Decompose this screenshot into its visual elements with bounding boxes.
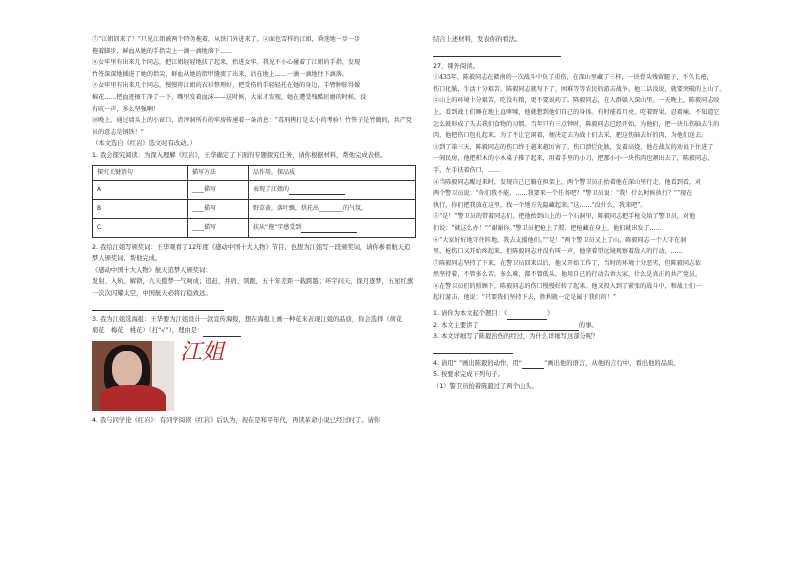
reading-para-7: ⑦陈毅同志坚持了下来，在警卫员回来以后，他又开始工作了，当时的环境十分恶劣，但陈毅同志依 然坚持着，不管多么苦，多么难，都不曾低头，他用自己的行动告诉大家，什么是真正的共产党员。	[433, 259, 702, 279]
table-cell-key: A	[93, 180, 188, 199]
table-cell-effect[interactable]: 表现了江姐的	[249, 180, 416, 199]
question-4-continued: 结合上述材料，发表你的看法。	[433, 36, 522, 43]
passage-para-7: ⑦“江姐回来了！”只见江姐被两个特务拖着，从铁门外进来了。②面色雪样的江姐，昏迷地一步一步 拖着脚步，鲜血从她的手指尖上一滴一滴地落下……	[92, 36, 361, 55]
jiangjie-photo	[92, 341, 174, 411]
poster-image	[92, 341, 414, 411]
left-column	[92, 34, 414, 426]
reading-para-4: ④当陈毅同志醒过来时，发现自己已躺在担架上，两个警卫员正抬着他在深山里行走。他看到看，对 两个警卫员说：“你们我不能，……我要来一个任务吧？”警卫员说：“我！什么时候执行？”“现在 执行，你们把我放在这里，找一个地方先隐藏起来。”这……“没什么，我来吧”。	[433, 178, 702, 209]
reading-question-3: 3. 本文详细写了陈毅治伤的经过，为什么详细写这部分呢？	[433, 333, 599, 341]
summary-blank[interactable]	[479, 322, 579, 331]
award-quote: 发射、入轨、解锁，九天揽梦一气呵成；追赶、并肩、领跑，五十年差距一载跨越；环宇问天，探月逐梦，五星红旗一次次闪耀太空，中国航天必将行稳致远。	[92, 278, 414, 297]
right-column	[433, 34, 755, 393]
table-cell-method[interactable]: ____描写	[188, 199, 249, 218]
table-row	[93, 218, 416, 237]
answer-line[interactable]	[92, 300, 224, 311]
table-header-cell: 描写方法	[188, 165, 249, 180]
table-header-cell: 品作用，探品质	[249, 165, 416, 180]
reading-para-5: ⑤“是！”警卫员的带着同志们，把他抬到山上的一个石洞里，陈毅同志把手枪交给了警卫员，对他 们说：“就这么办！”“谢谢你。”警卫员把枪上了膛，把枪藏在身上，他们就出发了……	[433, 213, 696, 232]
reading-para-1: ①435年，陈毅同志在赣南的一次战斗中负了重伤，在深山里藏了三样，一块骨头残留腿子，不久长疮， 伤口化脓，生活十分艰苦，陈毅同志就写下了，困难等等农民的游击战争。他二话没说，就要突破的上山了。	[433, 74, 726, 93]
passage-para-10: ⑩晚上，通过墙头上的小窗口，渣滓洞所有的牢房传递着一条消息：“毒刑拷打是太小的考验！竹签子是竹做的，共产党员的意志是钢铁！”	[92, 117, 412, 136]
reading-para-6: ⑥“大家好好地守住阵地，我去支援他们。”“是！”两个警卫员又上了山，陈毅同志一个人守在洞 里，枪伤口又开始疼起来，但陈毅同志并没有叫一声，他拿着望远镜观察着敌人的行动，……	[433, 236, 687, 256]
table-cell-effect[interactable]: 野草黄，落叶飘，烘托出________的气氛。	[249, 199, 416, 218]
question-3: 3. 我为江姐选海报：王华要为江姐设计一款宣传海报，想在海报上画一种花来表现江姐的品质，你会选择（荷花 菊花 梅花 桃花）（打“√”），理由是：	[92, 314, 414, 337]
question-2: 2. 我给江姐写颁奖词：王华观看了12年度《感动中国十大人物》节目，也想为江姐写一段颁奖词，请你参看航天追梦人颁奖词，帮他完成。	[92, 243, 411, 263]
explore-table	[92, 165, 416, 238]
reading-question-5: 5. 按要求完成下列句子。	[433, 371, 504, 379]
table-cell-key: C	[93, 218, 188, 237]
answer-line[interactable]	[433, 343, 513, 354]
table-header-cell: 探究关键语句	[93, 165, 188, 180]
reading-question-5-sub: （1）警卫员抬着陈毅过了两个山头。	[433, 383, 538, 391]
reading-para-8: ⑧在警卫员们的照顾下，陈毅同志的伤口慢慢好转了起来。他又投入到了紧张的战斗中，和战士们一 起打游击，他说：“只要我们坚持下去，胜利就一定是属于我们的！”	[433, 282, 702, 302]
table-cell-method[interactable]: ____描写	[188, 180, 249, 199]
calligraphy-title: 江姐	[180, 339, 225, 365]
reading-question-1: 1. 请你为本文起个题目：《 》	[433, 308, 755, 320]
table-cell-key: B	[93, 199, 188, 218]
table-row	[93, 199, 416, 218]
passage-para-8: ⑧女牢里有出来几个同志，把江姐轻轻地扶了起来，抬进女牢。我见不小心碰着了江姐的手指，发现 竹签深深地插进了她的指尖，鲜血从她的指甲缝流了出来，沾在地上……一滴一滴地往下滴落。	[92, 59, 361, 78]
question-4: 4. 我与同学论《红岩》：有同学阅读《红岩》后认为，现在是和平年代，再读革命小说已经过时了。请你	[92, 416, 381, 424]
answer-line[interactable]	[433, 46, 561, 57]
table-header-row	[93, 165, 416, 180]
reading-question-4: 4. 请用“ ”画出陈毅的动作，用“ ”画出他的语言，从他的言行中，看出他的品质。	[433, 358, 755, 370]
table-cell-method[interactable]: ____描写	[188, 218, 249, 237]
question-2-subtitle: 《感动中国十大人物》航天追梦人颁奖词：	[92, 266, 212, 274]
reason-blank[interactable]	[203, 328, 241, 337]
passage-para-9: ⑨女牢里有出来几个同志，慢慢将江姐的衣衫整理好，把受伤的手轻轻托在她的身边，手臂肿胀得像 棉花……把血迹擦干净了一下，嘴里发着血沫——这时候，大家才发现，她在遭受残酷折磨的时候，没 有吭一声，多么坚强啊！	[92, 82, 367, 113]
title-blank[interactable]	[507, 311, 547, 320]
reading-para-2: ②山上的环境十分艰苦，吃没有粮，更不要说药了。陈毅同志，在人群躲入深山里。一天晚上，陈毅同志咬 上，看到战士们睡在地上直哆嗦，他就想到他们自己的身体。有时能看月亮，吃着野果，忍着痛，不知道它 怎么就形成了失去我们食物的习惯。当年只有三点钟时，陈毅同志已经开始，为他们，把一块儿伤脑去生的 肉，他把伤口包扎起来，为了不让它闲着，便决定去为战士们去采，把这伤脑去好的肉，为他们送去。	[433, 97, 720, 140]
passage-source: （本文选自《红岩》选文时有改动。）	[92, 140, 196, 148]
reading-para-3: ③到了第三天，陈毅同志的伤口终于越来越厉害了，伤口溃烂化脓，发着高烧，他在战友的劝说下住进了 一间民房，他把积木的小木桌子推了起来，用着手里的小刀，把那小小一块伤肉也割出去了，陈毅同志， 手，左手扶着伤口，……	[433, 143, 714, 174]
table-cell-effect[interactable]: 扶从“拖”字感受到	[249, 218, 416, 237]
reading-question-2: 2. 本文主要讲了 的事。	[433, 320, 755, 332]
table-row	[93, 180, 416, 199]
question-1: 1. 我会探究阅读：为深入理解《红岩》，王华确定了下面的专题探究任务，请你根据材料，帮他完成表格。	[92, 151, 387, 159]
question-27: 27、课外阅读。	[433, 62, 479, 70]
